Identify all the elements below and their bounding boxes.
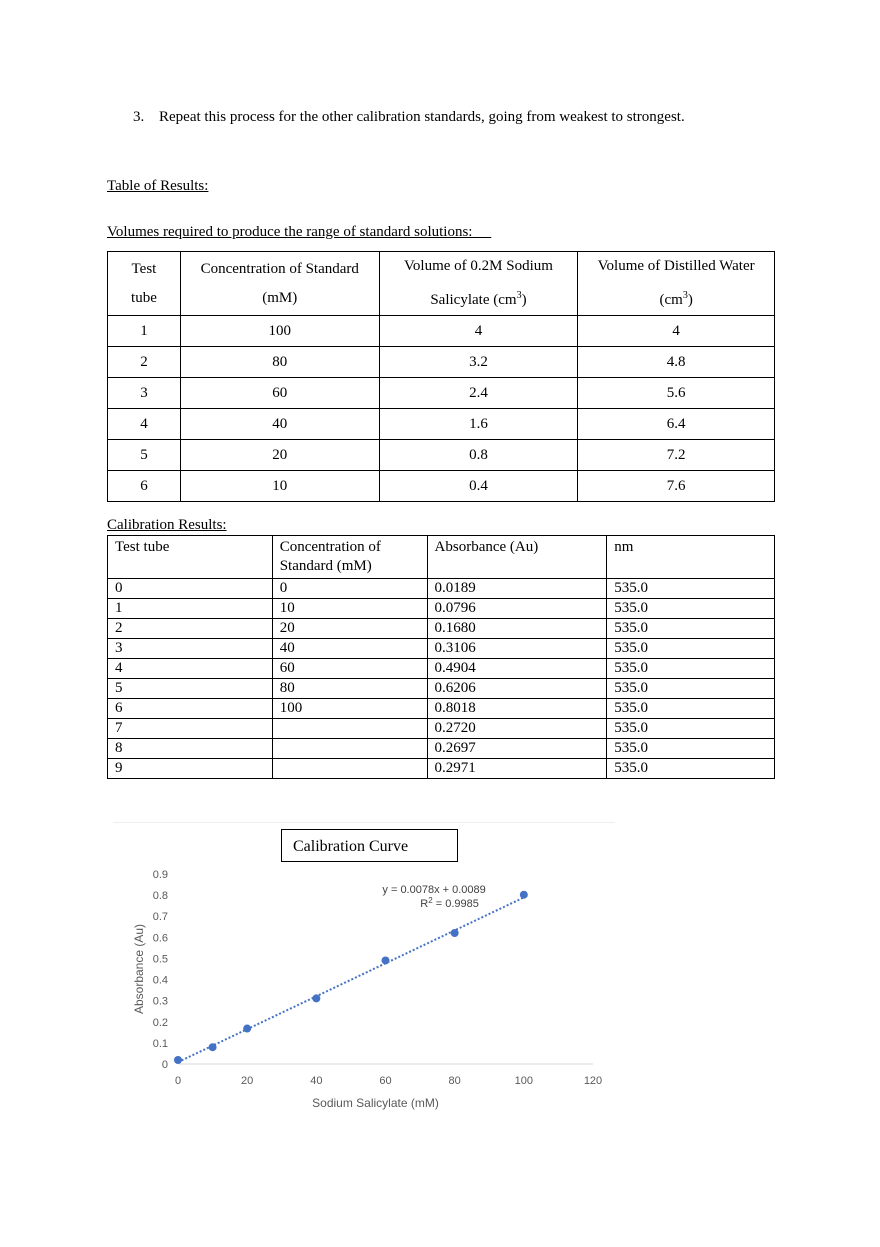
r-squared-part: R <box>420 898 429 911</box>
table-cell: 4 <box>108 659 273 679</box>
table-cell: 10 <box>180 471 379 502</box>
table-cell: 2 <box>108 347 181 378</box>
table-cell: 100 <box>180 316 379 347</box>
chart-title: Calibration Curve <box>281 829 458 862</box>
volumes-header-row <box>108 252 775 316</box>
table-cell: 5 <box>108 440 181 471</box>
table-cell: 535.0 <box>607 699 775 719</box>
table-cell: 0 <box>108 579 273 599</box>
y-tick-label: 0.3 <box>152 995 168 1008</box>
y-tick-label: 0.4 <box>152 974 168 987</box>
data-point <box>209 1043 217 1051</box>
calibration-row <box>108 659 775 679</box>
x-tick-label: 80 <box>448 1075 461 1087</box>
trendline-equation: y = 0.0078x + 0.0089 <box>382 884 486 897</box>
y-tick-label: 0.6 <box>152 932 168 945</box>
volumes-row <box>108 409 775 440</box>
table-cell: 20 <box>272 619 427 639</box>
data-point <box>243 1025 251 1033</box>
r-squared-part: 2 <box>428 896 433 906</box>
header-absorbance: Absorbance (Au) <box>427 536 607 579</box>
table-cell: 535.0 <box>607 599 775 619</box>
volumes-row <box>108 378 775 409</box>
calibration-table <box>107 535 775 779</box>
volumes-table <box>107 251 775 502</box>
table-cell: 0.4 <box>379 471 578 502</box>
y-tick-label: 0 <box>161 1059 168 1071</box>
calibration-row <box>108 619 775 639</box>
calibration-row <box>108 719 775 739</box>
table-cell: 1 <box>108 316 181 347</box>
header-test-tube: Test tube <box>108 252 181 316</box>
volumes-row <box>108 440 775 471</box>
table-cell: 0.2971 <box>427 759 607 779</box>
y-axis-label: Absorbance (Au) <box>132 923 146 1015</box>
table-cell: 4 <box>578 316 775 347</box>
x-tick-label: 40 <box>310 1075 323 1087</box>
table-cell: 80 <box>272 679 427 699</box>
calibration-results-heading: Calibration Results: <box>107 517 227 533</box>
table-cell: 535.0 <box>607 639 775 659</box>
table-cell: 7.6 <box>578 471 775 502</box>
y-tick-label: 0.8 <box>152 890 168 903</box>
header-water-volume: Volume of Distilled Water $(cm^3)$ <box>578 252 775 316</box>
table-cell <box>272 759 427 779</box>
table-cell: 0.0796 <box>427 599 607 619</box>
table-cell: 6.4 <box>578 409 775 440</box>
data-point <box>312 994 320 1002</box>
header-wavelength: nm <box>607 536 775 579</box>
calibration-row <box>108 639 775 659</box>
table-cell: 0 <box>272 579 427 599</box>
table-cell: 7.2 <box>578 440 775 471</box>
table-cell: 535.0 <box>607 579 775 599</box>
table-cell: 535.0 <box>607 659 775 679</box>
data-point <box>520 891 528 899</box>
table-cell: 5 <box>108 679 273 699</box>
table-cell: 80 <box>180 347 379 378</box>
table-cell: 535.0 <box>607 759 775 779</box>
table-cell: 6 <box>108 699 273 719</box>
header-salicylate-volume: Volume of 0.2M Sodium Salicylate $(cm^3)$ <box>379 252 578 316</box>
header-test-tube: Test tube <box>108 536 273 579</box>
calibration-row <box>108 739 775 759</box>
table-cell: 6 <box>108 471 181 502</box>
table-cell: 60 <box>180 378 379 409</box>
table-cell: 60 <box>272 659 427 679</box>
table-cell: 0.6206 <box>427 679 607 699</box>
table-cell: 0.8018 <box>427 699 607 719</box>
table-cell: 40 <box>272 639 427 659</box>
volumes-row <box>108 347 775 378</box>
table-cell: 100 <box>272 699 427 719</box>
table-cell: 2.4 <box>379 378 578 409</box>
table-cell: 0.0189 <box>427 579 607 599</box>
table-cell: 535.0 <box>607 679 775 699</box>
table-cell: 535.0 <box>607 739 775 759</box>
calibration-row <box>108 679 775 699</box>
header-concentration: Concentration of Standard (mM) <box>272 536 427 579</box>
table-cell: 0.2720 <box>427 719 607 739</box>
x-tick-label: 20 <box>241 1075 254 1087</box>
table-of-results-heading: Table of Results: <box>107 178 209 194</box>
y-tick-label: 0.1 <box>152 1037 168 1050</box>
r-squared-part: = 0.9985 <box>432 898 479 911</box>
table-cell: 4.8 <box>578 347 775 378</box>
header-concentration: Concentration of Standard (mM) <box>180 252 379 316</box>
table-cell: 7 <box>108 719 273 739</box>
volumes-heading-text: Volumes required to produce the range of standard solutions: <box>107 224 473 240</box>
x-tick-label: 0 <box>174 1075 182 1087</box>
table-cell: 9 <box>108 759 273 779</box>
table-cell: 535.0 <box>607 719 775 739</box>
table-cell: 0.1680 <box>427 619 607 639</box>
table-cell: 0.3106 <box>427 639 607 659</box>
table-cell: 40 <box>180 409 379 440</box>
calibration-row <box>108 599 775 619</box>
table-cell: 0.2697 <box>427 739 607 759</box>
table-cell <box>272 719 427 739</box>
table-cell: 535.0 <box>607 619 775 639</box>
calibration-header-row <box>108 536 775 579</box>
table-cell: 5.6 <box>578 378 775 409</box>
table-cell: 10 <box>272 599 427 619</box>
data-point <box>174 1056 182 1064</box>
table-cell: 0.8 <box>379 440 578 471</box>
data-point <box>451 929 459 937</box>
step-number: 3. <box>133 109 145 125</box>
instruction-step <box>133 109 685 126</box>
volumes-row <box>108 471 775 502</box>
calibration-chart <box>113 862 613 1122</box>
table-cell: 20 <box>180 440 379 471</box>
x-axis-label: Sodium Salicylate (mM) <box>312 1096 439 1110</box>
table-cell: 1 <box>108 599 273 619</box>
volumes-row <box>108 316 775 347</box>
x-tick-label: 60 <box>379 1075 392 1087</box>
y-tick-label: 0.9 <box>152 869 168 881</box>
table-cell: 0.4904 <box>427 659 607 679</box>
table-cell <box>272 739 427 759</box>
table-cell: 3.2 <box>379 347 578 378</box>
x-tick-label: 120 <box>583 1075 603 1087</box>
y-tick-label: 0.2 <box>152 1016 168 1029</box>
data-point <box>382 956 390 964</box>
calibration-row <box>108 579 775 599</box>
table-cell: 4 <box>108 409 181 440</box>
table-cell: 3 <box>108 378 181 409</box>
r-squared-label <box>420 896 479 910</box>
volumes-heading <box>107 224 491 241</box>
y-tick-label: 0.7 <box>152 911 168 924</box>
table-cell: 8 <box>108 739 273 759</box>
step-text: Repeat this process for the other calibration standards, going from weakest to strongest. <box>159 109 685 125</box>
y-tick-label: 0.5 <box>152 953 168 966</box>
table-cell: 1.6 <box>379 409 578 440</box>
trendline <box>178 897 524 1062</box>
calibration-row <box>108 759 775 779</box>
table-cell: 2 <box>108 619 273 639</box>
table-cell: 4 <box>379 316 578 347</box>
table-cell: 3 <box>108 639 273 659</box>
x-tick-label: 100 <box>514 1075 534 1087</box>
calibration-row <box>108 699 775 719</box>
